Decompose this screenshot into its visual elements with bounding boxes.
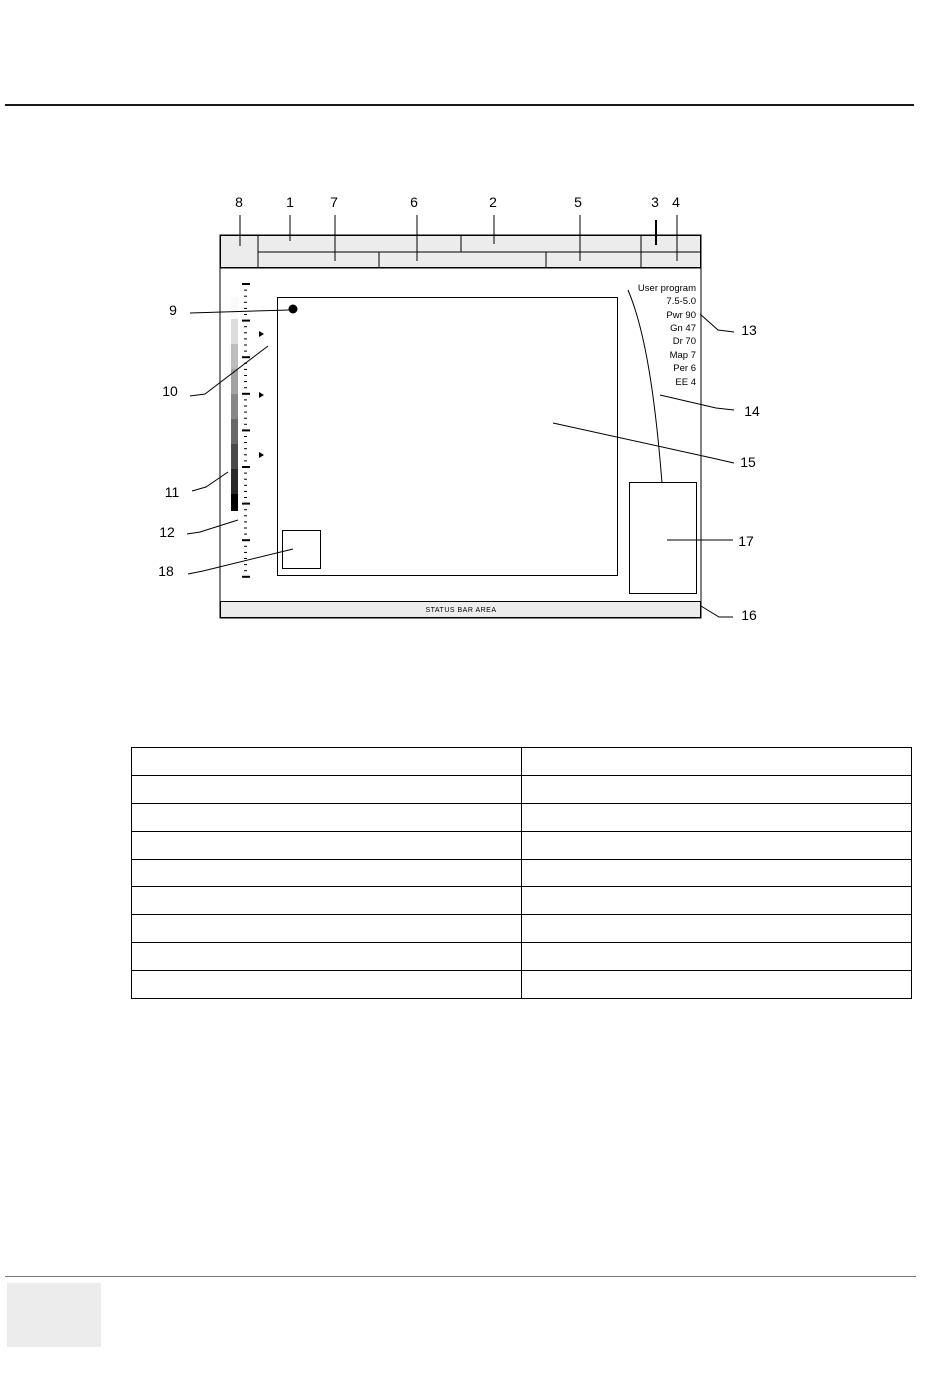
table-row [132,915,912,943]
callout-18: 18 [158,563,174,579]
callout-2: 2 [489,194,497,210]
callout-3: 3 [651,194,659,210]
callout-5: 5 [574,194,582,210]
table-cell [522,859,912,887]
table-cell [132,887,522,915]
table-cell [522,831,912,859]
orientation-marker-dot [289,305,298,314]
table-cell [522,803,912,831]
callout-8: 8 [235,194,243,210]
table-cell [522,775,912,803]
callout-16: 16 [741,607,757,623]
table-cell [522,887,912,915]
reference-image-box [283,531,321,569]
parameter-text: Gn 47 [670,323,696,334]
callout-10: 10 [162,383,178,399]
table-cell [132,859,522,887]
table-row [132,971,912,999]
table-cell [522,943,912,971]
table-cell [132,803,522,831]
parameter-text: 7.5-5.0 [666,296,696,307]
table-row [132,803,912,831]
footer-corner-box [7,1283,101,1347]
table-row [132,887,912,915]
callout-15: 15 [740,454,756,470]
table-cell [132,748,522,776]
gray-bar [231,297,238,511]
table-row [132,748,912,776]
table-cell [132,831,522,859]
callout-4: 4 [672,194,680,210]
callout-17: 17 [738,533,754,549]
parameter-text: Per 6 [673,363,696,374]
table-cell [522,748,912,776]
parameter-text: Map 7 [669,350,696,361]
callout-14: 14 [744,403,760,419]
side-info-box [630,483,697,594]
callout-9: 9 [169,302,177,318]
table-row [132,775,912,803]
parameter-text: Pwr 90 [666,310,696,321]
info-table [131,747,912,999]
callout-7: 7 [330,194,338,210]
table-cell [132,971,522,999]
bottom-rule [5,1276,916,1277]
table-row [132,943,912,971]
callout-3-marker [655,220,657,245]
table-cell [132,775,522,803]
parameter-text: Dr 70 [672,336,696,347]
callout-11: 11 [164,484,180,500]
callout-6: 6 [410,194,418,210]
callout-1: 1 [286,194,294,210]
status-bar-text: STATUS BAR AREA [425,607,497,614]
parameter-text: User program [637,283,696,294]
table-row [132,859,912,887]
image-area [278,298,618,576]
callout-13: 13 [741,322,757,338]
parameter-text: EE 4 [675,377,696,388]
callout-12: 12 [159,524,175,540]
table-cell [132,943,522,971]
table-cell [522,915,912,943]
table-cell [132,915,522,943]
table-cell [522,971,912,999]
table-row [132,831,912,859]
